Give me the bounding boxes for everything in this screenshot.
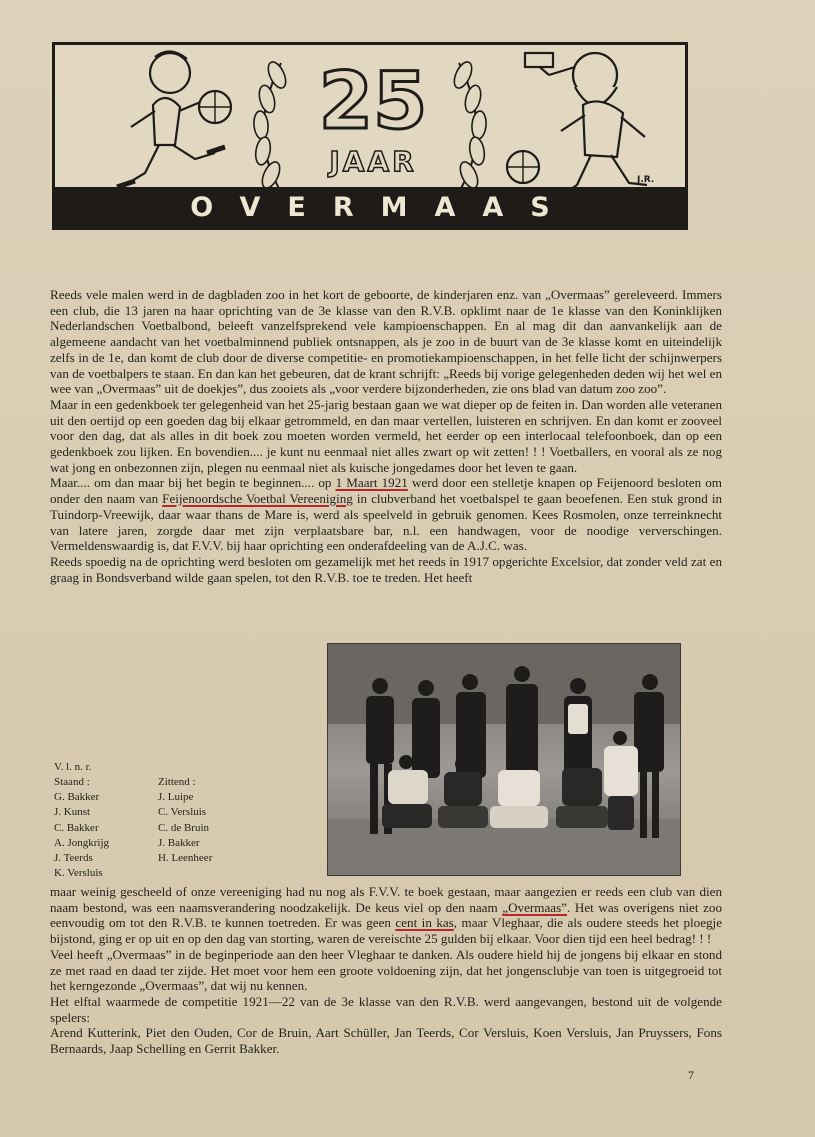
standing-name: K. Versluis [54, 867, 103, 880]
photo-caption [54, 760, 213, 880]
paragraph-4: Reeds spoedig na de oprichting werd besloten om gezamelijk met het reeds in 1917 opgerichte Excelsior, dat zonder veld zat en graag in Bondsverband wilde gaan spelen, tot den R.V.B. toe te treden. Het heeft [50, 553, 722, 585]
jaar-label: JAAR [329, 145, 417, 178]
standing-name: J. Teerds [54, 852, 93, 865]
paragraph-8: Arend Kutterink, Piet den Ouden, Cor de Bruin, Aart Schüller, Jan Teerds, Cor Versluis, Koen Versluis, Jan Pruyssers, Fons Bernaards, Jaap Schelling en Gerrit Bakker. [50, 1025, 722, 1057]
paragraph-1: Reeds vele malen werd in de dagbladen zoo in het kort de geboorte, de kinderjaren enz. van „Overmaas” gereleveerd. Immers een club, die 13 jaren na haar oprichting van de 3e klasse van den R.V.B. opklimt naar de 1e klasse van den Koninklijken Nederlandschen Voetbalbond, beleeft vanzelfsprekend vele kampioenschappen. En al mag dit dan aanvankelijk aan de algemeene aandacht van het voetbalminnend publiek ontsnappen, als je zoo in de buurt van de 3e klasse komt en uiteindelijk zelfs in de 1e, dan komt de club door de diverse competitie- en promotiekampioenschappen, in het felle licht der schijnwerpers van de voetbalpers te staan. En dan kan het gebeuren, dat de krant schrijft: „Reeds bij vorige gelegenheden deden wij het wel en wee van „Overmaas” uit de doekjes”, dus zooiets als „voor verdere bijzonderheden, zie ons blad van datum zoo zoo”. [50, 287, 722, 397]
paragraph-3-text: in clubverband het voetbalspel te gaan beoefenen. Een stuk grond in Tuindorp-Vreewijk, daar waar thans de Mare is, werd als speelveld in gebruik genomen. Kees Rosmolen, onze terreinknecht van latere jaren, zorgde daar met zijn verplaatsbare bar, n.l. een handwagen, voor de noodige ververschingen. Vermeldenswaardig is, dat F.V.V. bij haar oprichting een onderafdeeling van de A.J.C. was. [50, 491, 723, 554]
title-strip [55, 187, 685, 227]
sitting-name: J. Bakker [158, 836, 200, 849]
overmaas-name: „Overmaas” [502, 899, 567, 915]
paragraph-2: Maar in een gedenkboek ter gelegenheid van het 25-jarig bestaan gaan we wat dieper op de feiten in. Dan worden alle veteranen uit den oertijd op een goeden dag bij elkaar getrommeld, en dan maar vertellen, luisteren en schrijven. En dan komt er zooveel voor den dag, dat als alles in dit boek zou moeten worden vermeld, het eerder op een interlocaal telefoonboek, dan op een gedenkboek zou lijken. En bovendien.... je kunt nu eenmaal niet alles zwart op wit zetten! ! ! Voetballers, en vooral als ze nog wat jong en onbezonnen zijn, plegen nu eenmaal niet als kuische jongedames door het leven te gaan. [50, 396, 722, 475]
standing-column [54, 775, 109, 881]
paragraph-5-text: . Het was overigens niet zoo eenvoudig om tot den R.V.B. te kunnen toetreden. Er was geen [50, 899, 722, 931]
no-cash-phrase: cent in kas [395, 915, 454, 931]
paragraph-7: Het elftal waarmede de competitie 1921—22 van de 3e klasse van den R.V.B. werd aangevangen, bestond uit de volgende spelers: [50, 993, 722, 1025]
standing-name: C. Bakker [54, 821, 99, 834]
club-name-fvv: Feijenoordsche Voetbal Vereeniging [162, 491, 353, 507]
team-photo [327, 643, 681, 876]
page-number: 7 [688, 1068, 694, 1082]
founding-date: 1 Maart 1921 [335, 475, 408, 491]
sitting-name: J. Luipe [158, 791, 194, 804]
standing-label: Staand : [54, 776, 90, 788]
club-title: OVERMAAS [190, 191, 577, 223]
sitting-label: Zittend : [158, 776, 196, 788]
caption-heading: V. l. n. r. [54, 761, 92, 773]
paragraph-3-text: werd door een stelletje knapen op Feijenoord besloten om onder den naam van [50, 475, 722, 507]
sitting-name: H. Leenheer [158, 852, 213, 865]
paragraph-3 [50, 475, 722, 554]
article-top [50, 287, 722, 585]
team-photo-figures [328, 644, 680, 875]
paragraph-5-text: , maar Vleghaar, die als oudere steeds het ploegje bijstond, ging er op uit en op den dag van storting, waren de vereischte 25 gulden bij elkaar. Voor dien tijd een heel bedrag! ! ! [50, 915, 723, 947]
paragraph-5-text: maar weinig gescheeld of onze vereeniging had nu nog als F.V.V. te boek gestaan, maar aangezien er reeds een club van dien naam bestond, was een naamsverandering noodzakelijk. De keus viel op den naam [50, 884, 722, 915]
sitting-name: C. de Bruin [158, 821, 210, 834]
standing-name: G. Bakker [54, 791, 100, 804]
artist-signature: J.R. [637, 175, 655, 185]
standing-name: A. Jongkrijg [54, 836, 109, 849]
sitting-name: C. Versluis [158, 806, 207, 819]
sitting-column [158, 775, 212, 866]
standing-name: J. Kunst [54, 806, 91, 819]
anniversary-number: 25 [318, 57, 428, 147]
paragraph-5 [50, 884, 722, 947]
header-banner [52, 42, 688, 230]
paragraph-6: Veel heeft „Overmaas” in de beginperiode aan den heer Vleghaar te danken. Als oudere hield hij de jongens bij elkaar en stond ze met raad en daad ter zijde. Het moet voor hem een groote voldoening zijn, dat het jongensclubje van toen is uitgegroeid tot het kerngezonde „Overmaas”, dat wij nu kennen. [50, 946, 722, 994]
article-bottom [50, 884, 722, 1057]
paragraph-3-text: Maar.... om dan maar bij het begin te beginnen.... op [50, 475, 336, 491]
